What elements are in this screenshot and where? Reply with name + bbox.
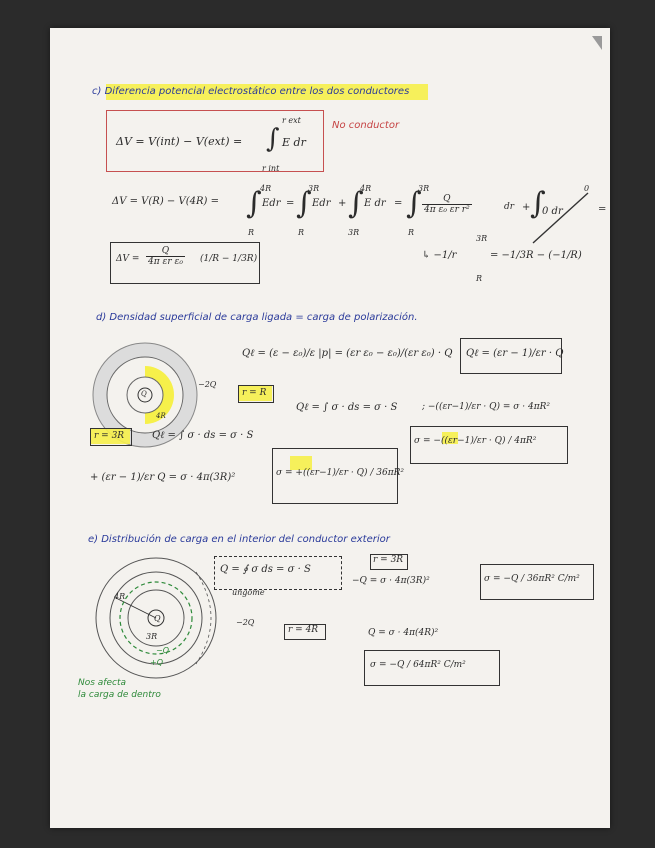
integral-5-body: 0 dr [542, 206, 563, 217]
diagram-e-3r: 3R [146, 632, 158, 641]
integral-1-body: Edr [262, 198, 281, 209]
integral-3-body: E dr [364, 198, 386, 209]
bound-charge-result: Qℓ = (εr − 1)/εr · Q [466, 348, 564, 359]
diagram-e-minus-q: −Q [156, 646, 169, 655]
integral-2-body: Edr [312, 198, 331, 209]
gauss-label: ungome [232, 588, 265, 597]
integral-4-fraction [422, 194, 472, 215]
equals-2: = [394, 198, 403, 209]
equals-1: = [286, 198, 295, 209]
integral-3-lower: 3R [348, 228, 360, 237]
diagram-e-2q: −2Q [236, 618, 255, 627]
r-4R-e: r = 4R [288, 625, 319, 635]
diagram-d-2q: −2Q [198, 380, 217, 389]
result-fraction [146, 246, 185, 267]
integral-2: ∫ [296, 186, 312, 221]
integral-4-lower: R [408, 228, 415, 237]
eq-3R: + (εr − 1)/εr Q = σ · 4π(3R)² [90, 472, 236, 483]
integral-1-lower: R [248, 228, 255, 237]
integral-sign: ∫ [266, 124, 280, 154]
green-note-line2: la carga de dentro [78, 690, 161, 700]
surface-integral-R: Qℓ = ∫ σ · ds = σ · S [296, 402, 398, 413]
surface-eq-R: ; −((εr−1)/εr · Q) = σ · 4πR² [422, 402, 551, 412]
integral-upper-limit: r ext [282, 116, 301, 125]
section-e-title: e) Distribución de carga en el interior del conductor exterior [88, 534, 390, 545]
surface-integral-3R: Qℓ = ∫ σ · ds = σ · S [152, 430, 254, 441]
integral-lower-limit: r int [262, 164, 280, 173]
integral-1: ∫ [246, 186, 262, 221]
eval-upper: 3R [476, 234, 488, 243]
integral-4: ∫ [406, 186, 422, 221]
result-den: 4π εr ε₀ [148, 257, 183, 267]
integral-3-upper: 4R [360, 184, 372, 193]
notebook-page [50, 28, 610, 828]
eq-4R-e: Q = σ · 4π(4R)² [368, 628, 439, 638]
bound-charge-eq: Qℓ = (ε − ε₀)/ε |p| = (εr ε₀ − ε₀)/(εr ε₀) · Q [242, 348, 453, 359]
sigma-3R-e: σ = −Q / 36πR² C/m² [484, 574, 580, 584]
cancel-strike [528, 188, 598, 248]
sigma-3R: σ = +((εr−1)/εr · Q) / 36πR² [276, 468, 405, 478]
plus-sign: + [338, 198, 347, 209]
antiderivative: ↳ −1/r [422, 250, 457, 261]
integral-3: ∫ [348, 186, 364, 221]
integral-4-upper: 3R [418, 184, 430, 193]
result-num: Q [146, 246, 185, 257]
section-d-title: d) Densidad superficial de carga ligada = carga de polarización. [96, 312, 418, 323]
diagram-e-4r: 4R [114, 592, 126, 601]
result-label: ΔV = [116, 254, 140, 264]
diagram-e-plus-q: +Q [150, 658, 163, 667]
integral-5: ∫ [530, 186, 546, 221]
r-equals-3R: r = 3R [94, 431, 125, 441]
integral-2-lower: R [298, 228, 305, 237]
fraction-den: 4π ε₀ εr r² [424, 205, 470, 215]
delta-v-expansion: ΔV = V(R) − V(4R) = [112, 196, 219, 207]
diagram-d-q: Q [141, 390, 147, 398]
evaluation-result: = −1/3R − (−1/R) [490, 250, 582, 261]
gauss-law: Q = ∮ σ ds = σ · S [220, 564, 311, 575]
r-3R-e: r = 3R [373, 555, 404, 565]
r-equals-R: r = R [242, 388, 267, 398]
page-corner-mark [592, 36, 602, 50]
delta-v-definition: ΔV = V(int) − V(ext) = [116, 135, 243, 148]
plus-sign-2: + [522, 202, 531, 213]
sigma-R: σ = −((εr−1)/εr · Q) / 4πR² [414, 436, 537, 446]
sigma-4R-e: σ = −Q / 64πR² C/m² [370, 660, 466, 670]
integral-2-upper: 3R [308, 184, 320, 193]
no-conductor-note: No conductor [332, 120, 400, 131]
integral-4-dr: dr [504, 202, 515, 212]
result-paren: (1/R − 1/3R) [200, 254, 258, 264]
section-c-title: c) Diferencia potencial electrostático entre los dos conductores [92, 86, 410, 97]
green-note-line1: Nos afecta [78, 678, 127, 688]
eval-lower: R [476, 274, 483, 283]
integral-1-upper: 4R [260, 184, 272, 193]
diagram-e-q: Q [154, 614, 161, 623]
equals-3: = [598, 204, 607, 215]
zero-label: 0 [584, 184, 590, 193]
integrand: E dr [282, 136, 306, 149]
fraction-num: Q [422, 194, 472, 205]
eq-3R-e: −Q = σ · 4π(3R)² [352, 576, 430, 586]
diagram-d-4r: 4R [156, 412, 166, 420]
